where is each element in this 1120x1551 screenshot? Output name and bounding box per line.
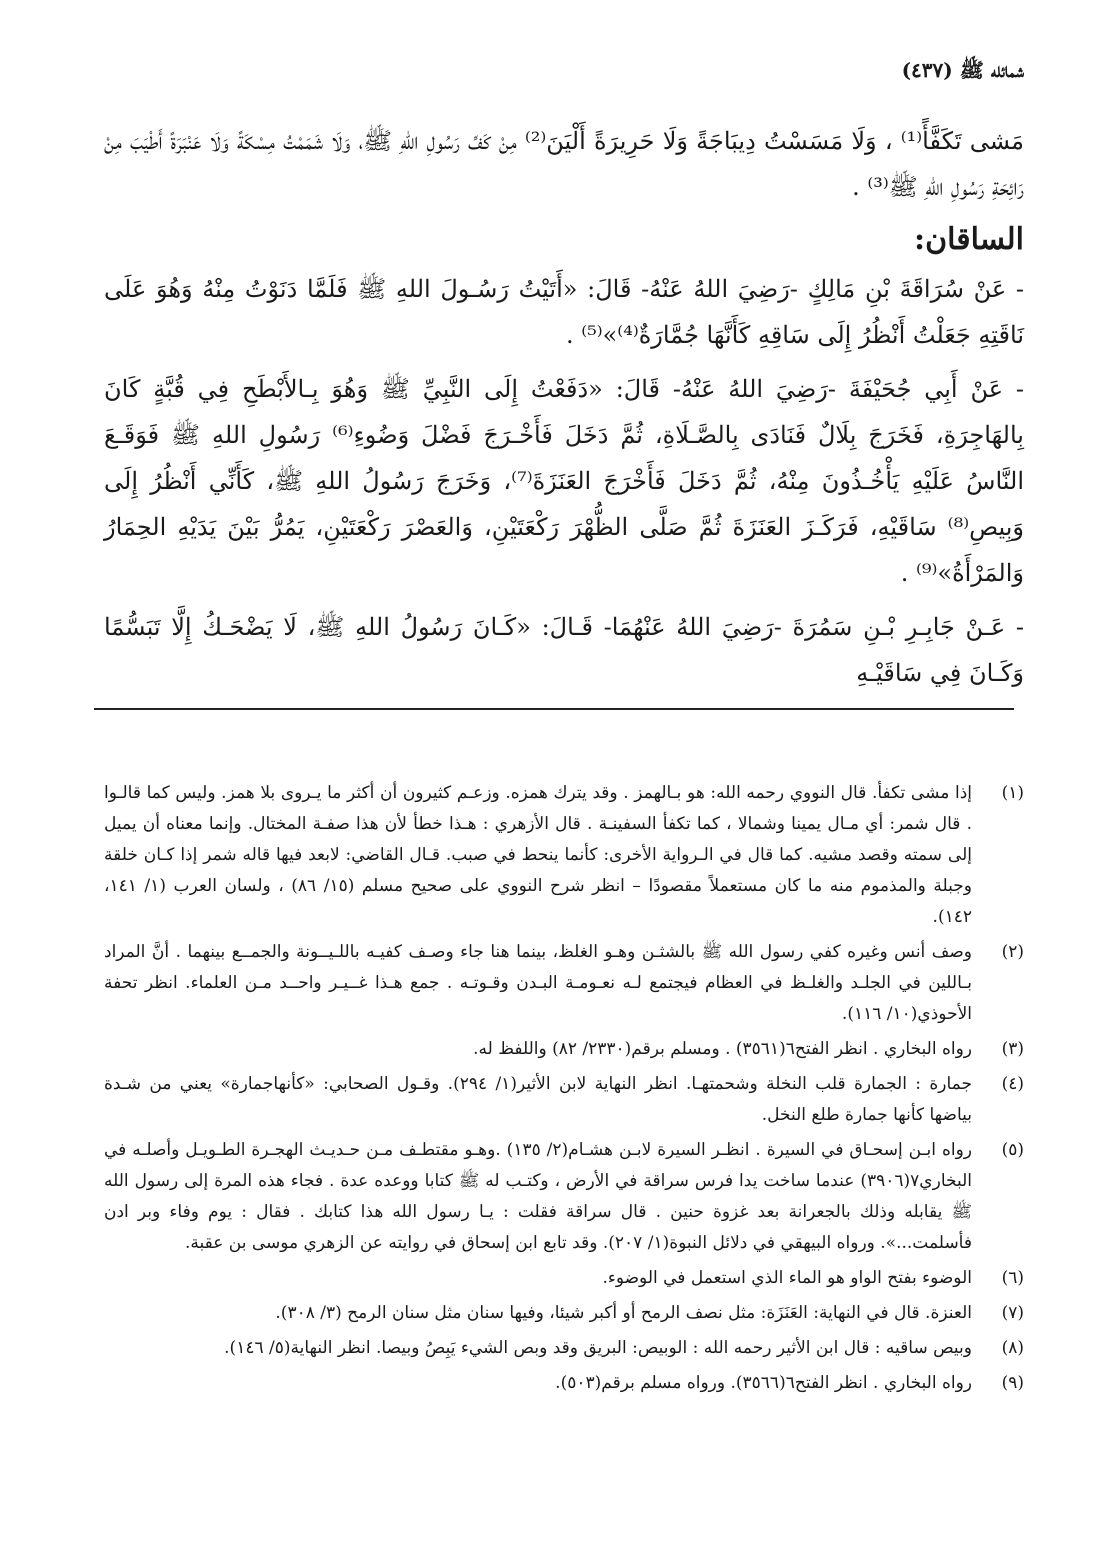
running-header: شمائله ﷺ (٤٣٧) <box>901 58 1024 82</box>
footnote-text: رواه البخاري . انظر الفتح٦(٣٥٦٦). ورواه مسلم برقم(٥٠٣). <box>555 1373 972 1393</box>
footnote-text: الوضوء بفتح الواو هو الماء الذي استعمل في الوضوء. <box>602 1268 972 1288</box>
intro-paragraph: مَشى تَكَفَّأً⁽¹⁾ ، وَلَا مَسَسْتُ دِيبَاجَةً وَلَا حَرِيرَةً أَلْيَنَ⁽²⁾ مِنْ كَفِّ رَسُولِ اللهِ ﷺ، وَلَا شَمَمْتُ مِسْكَةً وَلَا عَنْبَرَةً أَطْيَبَ مِنْ رَائِحَةِ رَسُولِ اللهِ ﷺ⁽³⁾ . <box>104 127 1024 201</box>
footnote <box>104 1368 1024 1399</box>
footnote <box>104 1333 1024 1364</box>
footnote-number: (١) <box>1001 783 1024 803</box>
footnote-number: (٢) <box>1001 942 1024 962</box>
footnotes <box>104 778 1024 1403</box>
footnote-number: (٣) <box>1001 1039 1024 1059</box>
footnote-text: وصف أنس وغيره كفي رسول الله ﷺ بالشثـن وهـو الغلظ، بينما هنا جاء وصـف كفيـه باللـيــونة والجمــع بينهما . أنَّ المراد بـاللين في الجلـد والغلـظ في العظام فيجتمع لـه نعـومـة البـدن وقـوتـه . جمع هـذا غــيـر واحــد مـن العلماء. انظر تحفة الأحوذي(١٠/ ١١٦). <box>104 942 972 1024</box>
hadith-paragraph: - عَـنْ جَابِـرِ بْـنِ سَمُرَةَ -رَضِيَ اللهُ عَنْهُمَا- قَـالَ: «كَـانَ رَسُولُ اللهِ ﷺ، لَا يَضْحَـكُ إِلَّا تَبَسُّمًا وَكَـانَ فِي سَاقَيْـهِ <box>104 613 1024 687</box>
footnote <box>104 937 1024 1030</box>
footnote <box>104 1263 1024 1294</box>
footnote-number: (٤) <box>1001 1074 1024 1094</box>
footnote-number: (٩) <box>1001 1373 1024 1393</box>
footnote-text: رواه البخاري . انظر الفتح٦(٣٥٦١) . ومسلم برقم(٢٣٣٠/ ٨٢) واللفظ له. <box>473 1039 972 1059</box>
footnote-text: إذا مشى تكفأ. قال النووي رحمه الله: هو بـالهمز . وقد يترك همزه. وزعـم كثيرون أن أكثر ما يـروى بلا همز. وليس كما قالـوا . قال شمر: أي مـال يمينا وشمالا ، كما تكفأ السفينـة . قال الأزهري : هـذا خطأ لأن هذا صفـة المختال. وإنما معناه أن يميل إلى سمته وقصد مشيه. كما قال في الـرواية الأخرى: كأنما ينحط في صبب. قـال القاضي: لابعد فيها قاله شمر إذا كـان خلقة وجبلة والمذموم منه ما كان مستعملاً مقصودًا – انظر شرح النووي على صحيح مسلم (١٥/ ٨٦) ، ولسان العرب (١/ ١٤١، ١٤٢). <box>104 783 972 927</box>
footnote <box>104 1034 1024 1065</box>
footnote-text: جمارة : الجمارة قلب النخلة وشحمتهـا. انظر النهاية لابن الأثير(١/ ٢٩٤). وقـول الصحابي: «كأنهاجمارة» يعني من شـدة بياضها كأنها جمارة طلع النخل. <box>104 1074 972 1125</box>
footnote-text: العنزة. قال في النهاية: العَنَزَة: مثل نصف الرمح أو أكبر شيئا، وفيها سنان مثل سنان الرمح (٣/ ٣٠٨). <box>275 1303 972 1323</box>
footnote <box>104 1135 1024 1259</box>
footnote <box>104 1069 1024 1131</box>
footnote-text: رواه ابـن إسحـاق في السيرة . انظـر السيرة لابـن هشـام(٢/ ١٣٥) .وهـو مقتطـف مـن حـديـث الهجـرة الطـويـل وأصلـه في البخاري٧(٣٩٠٦) عندما ساخت يدا فرس سراقة في الأرض ، وكتـب له ﷺ كتابا ووعده عدة . فجاء هذه المرة إلى رسول الله ﷺ يقابله وذلك بالجعرانة بعد غزوة حنين . قال سراقة فقلت : يـا رسول الله هذا كتابك . فقال : يوم وفاء وبر ادن فأسلمت...». ورواه البيهقي في دلائل النبوة(١/ ٢٠٧). وقد تابع ابن إسحاق في روايته عن الزهري موسى بن عقبة. <box>104 1140 972 1253</box>
footnote-separator <box>94 708 1014 710</box>
footnote-number: (٥) <box>1001 1140 1024 1160</box>
footnote-number: (٨) <box>1001 1338 1024 1358</box>
main-text <box>104 118 1024 704</box>
footnote-number: (٦) <box>1001 1268 1024 1288</box>
footnote-number: (٧) <box>1001 1303 1024 1323</box>
footnote <box>104 1298 1024 1329</box>
footnote <box>104 778 1024 933</box>
section-heading: الساقان: <box>914 222 1024 257</box>
hadith-paragraph: - عَنْ سُرَاقَةَ بْنِ مَالِكٍ -رَضِيَ اللهُ عَنْهُ- قَالَ: «أَتَيْتُ رَسُـولَ اللهِ ﷺ فَلَمَّا دَنَوْتُ مِنْهُ وَهُوَ عَلَى نَاقَتِهِ جَعَلْتُ أَنْظُرُ إِلَى سَاقِهِ كَأَنَّهَا جُمَّارَةٌ⁽⁴⁾»⁽⁵⁾ . <box>104 275 1024 349</box>
hadith-paragraph: - عَنْ أَبِي جُحَيْفَةَ -رَضِيَ اللهُ عَنْهُ- قَالَ: «دَفَعْتُ إِلَى النَّبِيِّ ﷺ وَهُوَ بِـالأَبْطَحِ فِي قُبَّةٍ كَانَ بِالهَاجِرَةِ، فَخَرَجَ بِلَالٌ فَنَادَى بِالصَّـلَاةِ، ثُمَّ دَخَلَ فَأَخْـرَجَ فَضْلَ وَضُوءِ⁽⁶⁾ رَسُولِ اللهِ ﷺ فَوَقَـعَ النَّاسُ عَلَيْهِ يَأْخُـذُونَ مِنْهُ، ثُمَّ دَخَلَ فَأَخْرَجَ العَنَزَةَ⁽⁷⁾، وَخَرَجَ رَسُولُ اللهِ ﷺ، كَأَنِّي أَنْظُرُ إِلَى وَبِيصِ⁽⁸⁾ سَاقَيْهِ، فَرَكَـزَ العَنَزَةَ ثُمَّ صَلَّى الظُّهْرَ رَكْعَتَيْنِ، وَالعَصْرَ رَكْعَتَيْنِ، يَمُرُّ بَيْنَ يَدَيْهِ الحِمَارُ وَالمَرْأَةُ»⁽⁹⁾ . <box>104 375 1024 587</box>
footnote-text: وبيص ساقيه : قال ابن الأثير رحمه الله : الوبيص: البريق وقد وبص الشيء يَبِصُ وبيصا. انظر النهاية(٥/ ١٤٦). <box>224 1338 972 1358</box>
